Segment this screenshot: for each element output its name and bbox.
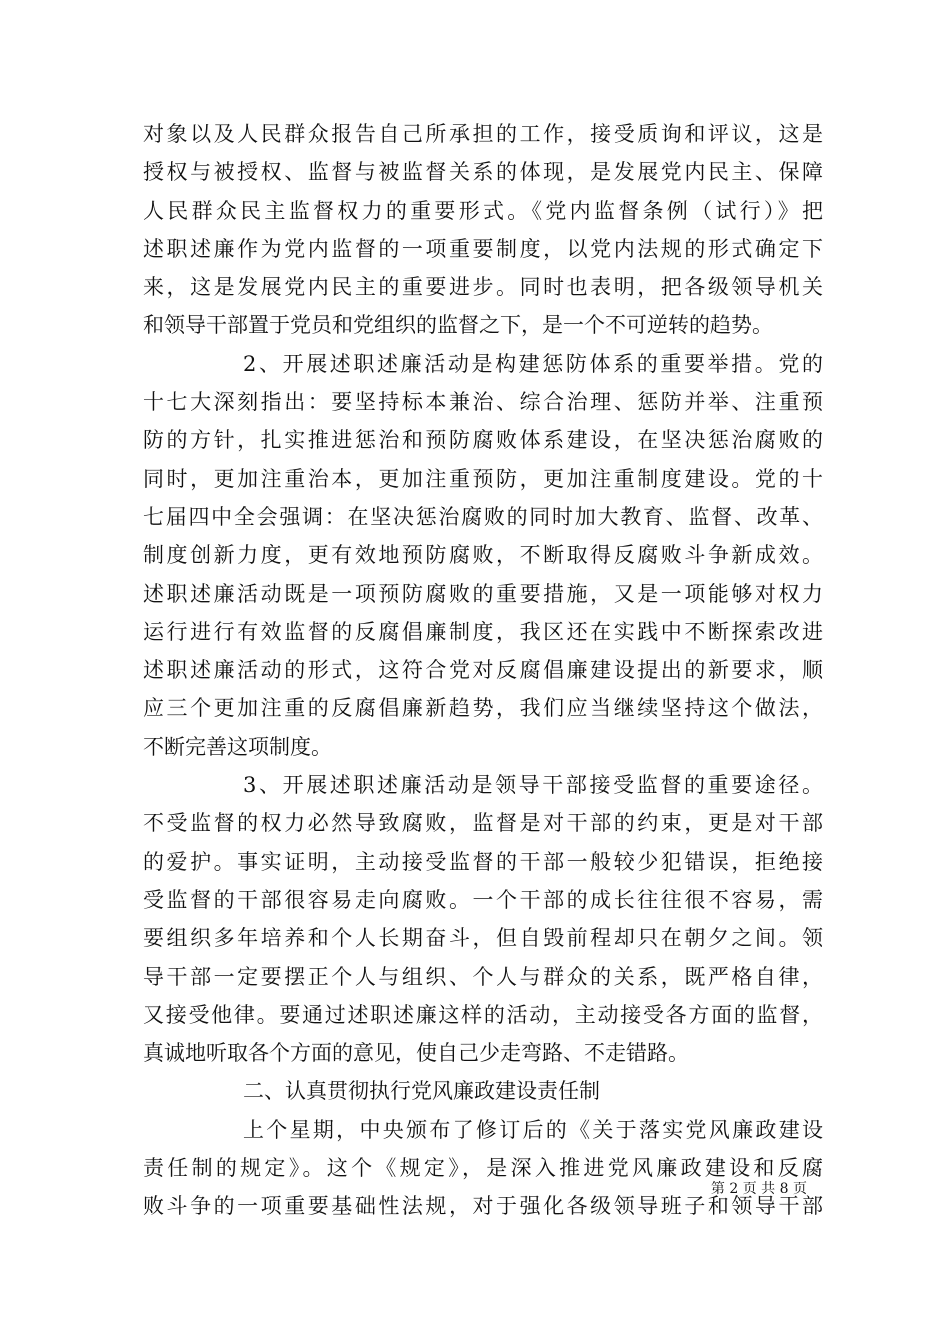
text-line: 受监督的干部很容易走向腐败。一个干部的成长往往很不容易，需 xyxy=(143,887,823,912)
text-line: 和领导干部置于党员和党组织的监督之下，是一个不可逆转的趋势。 xyxy=(143,313,773,338)
text-line: 制度创新力度，更有效地预防腐败，不断取得反腐败斗争新成效。 xyxy=(143,543,823,568)
text-line: 3、开展述职述廉活动是领导干部接受监督的重要途径。 xyxy=(243,773,823,798)
text-line: 述职述廉活动的形式，这符合党对反腐倡廉建设提出的新要求，顺 xyxy=(143,658,823,683)
text-line: 2、开展述职述廉活动是构建惩防体系的重要举措。党的 xyxy=(243,351,823,376)
text-line: 防的方针，扎实推进惩治和预防腐败体系建设，在坚决惩治腐败的 xyxy=(143,428,823,453)
text-line: 述职述廉作为党内监督的一项重要制度，以党内法规的形式确定下 xyxy=(143,236,823,261)
text-line: 二、认真贯彻执行党风廉政建设责任制 xyxy=(243,1079,600,1104)
text-line: 的爱护。事实证明，主动接受监督的干部一般较少犯错误，拒绝接 xyxy=(143,849,823,874)
text-line: 十七大深刻指出：要坚持标本兼治、综合治理、惩防并举、注重预 xyxy=(143,390,823,415)
text-line: 又接受他律。要通过述职述廉这样的活动，主动接受各方面的监督， xyxy=(143,1002,823,1027)
text-line: 同时，更加注重治本，更加注重预防，更加注重制度建设。党的十 xyxy=(143,466,823,491)
text-line: 不受监督的权力必然导致腐败，监督是对干部的约束，更是对干部 xyxy=(143,811,823,836)
page-number: 第 2 页 共 8 页 xyxy=(710,1181,807,1197)
text-line: 授权与被授权、监督与被监督关系的体现，是发展党内民主、保障 xyxy=(143,160,823,185)
text-line: 导干部一定要摆正个人与组织、个人与群众的关系，既严格自律， xyxy=(143,964,823,989)
text-line: 七届四中全会强调：在坚决惩治腐败的同时加大教育、监督、改革、 xyxy=(143,504,823,529)
text-line: 败斗争的一项重要基础性法规，对于强化各级领导班子和领导干部 xyxy=(143,1194,823,1219)
text-line: 不断完善这项制度。 xyxy=(143,734,332,759)
text-line: 应三个更加注重的反腐倡廉新趋势，我们应当继续坚持这个做法， xyxy=(143,696,823,721)
text-line: 责任制的规定》。这个《规定》，是深入推进党风廉政建设和反腐 xyxy=(143,1156,823,1181)
text-line: 述职述廉活动既是一项预防腐败的重要措施，又是一项能够对权力 xyxy=(143,581,823,606)
text-line: 对象以及人民群众报告自己所承担的工作，接受质询和评议，这是 xyxy=(143,122,823,146)
text-line: 运行进行有效监督的反腐倡廉制度，我区还在实践中不断探索改进 xyxy=(143,619,823,644)
text-line: 要组织多年培养和个人长期奋斗，但自毁前程却只在朝夕之间。领 xyxy=(143,926,823,951)
text-line: 人民群众民主监督权力的重要形式。《党内监督条例（试行）》把 xyxy=(143,198,823,223)
text-line: 来，这是发展党内民主的重要进步。同时也表明，把各级领导机关 xyxy=(143,275,823,300)
text-line: 真诚地听取各个方面的意见，使自己少走弯路、不走错路。 xyxy=(143,1041,689,1066)
text-line: 上个星期，中央颁布了修订后的《关于落实党风廉政建设 xyxy=(243,1117,823,1142)
body-text xyxy=(143,115,823,1226)
